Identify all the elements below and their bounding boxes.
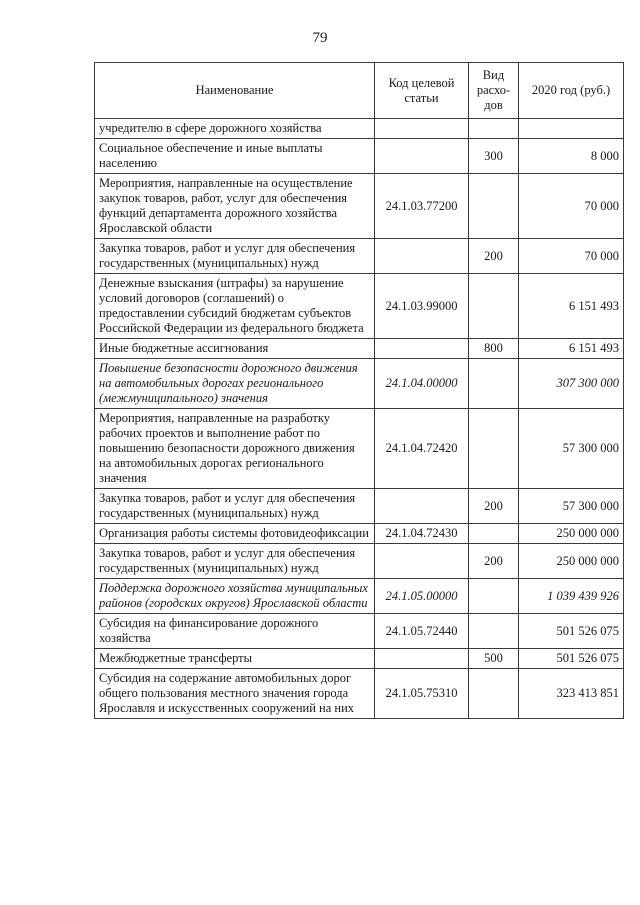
row-type bbox=[469, 669, 519, 719]
row-amount: 70 000 bbox=[519, 174, 624, 239]
row-name: Денежные взыскания (штрафы) за нарушение условий договоров (соглашений) о предоставлении субсидий бюджетам субъектов Российской Федерации из федерального бюджета bbox=[95, 274, 375, 339]
row-name: Закупка товаров, работ и услуг для обеспечения государственных (муниципальных) нужд bbox=[95, 544, 375, 579]
row-type bbox=[469, 409, 519, 489]
row-type: 800 bbox=[469, 339, 519, 359]
row-name: Мероприятия, направленные на разработку рабочих проектов и выполнение работ по повышению безопасности дорожного движения на автомобильных дорогах регионального значения bbox=[95, 409, 375, 489]
table-row bbox=[95, 614, 624, 649]
row-type bbox=[469, 274, 519, 339]
row-amount: 307 300 000 bbox=[519, 359, 624, 409]
row-name: Субсидия на содержание автомобильных дорог общего пользования местного значения города Ярославля и искусственных сооружений на них bbox=[95, 669, 375, 719]
row-amount: 57 300 000 bbox=[519, 489, 624, 524]
table-row bbox=[95, 239, 624, 274]
row-code bbox=[375, 239, 469, 274]
table-row bbox=[95, 274, 624, 339]
row-code: 24.1.05.00000 bbox=[375, 579, 469, 614]
table-row bbox=[95, 489, 624, 524]
row-amount: 501 526 075 bbox=[519, 649, 624, 669]
row-name: Иные бюджетные ассигнования bbox=[95, 339, 375, 359]
table-row bbox=[95, 409, 624, 489]
row-type bbox=[469, 524, 519, 544]
row-type: 300 bbox=[469, 139, 519, 174]
row-code: 24.1.04.72430 bbox=[375, 524, 469, 544]
table-row bbox=[95, 649, 624, 669]
table-row bbox=[95, 174, 624, 239]
row-code bbox=[375, 544, 469, 579]
table-row bbox=[95, 139, 624, 174]
row-amount: 250 000 000 bbox=[519, 544, 624, 579]
header-amount: 2020 год (руб.) bbox=[519, 63, 624, 119]
row-name: Субсидия на финансирование дорожного хозяйства bbox=[95, 614, 375, 649]
row-type bbox=[469, 174, 519, 239]
row-code: 24.1.03.77200 bbox=[375, 174, 469, 239]
row-code: 24.1.05.75310 bbox=[375, 669, 469, 719]
row-name: Межбюджетные трансферты bbox=[95, 649, 375, 669]
row-amount: 6 151 493 bbox=[519, 339, 624, 359]
table-row bbox=[95, 669, 624, 719]
row-code: 24.1.05.72440 bbox=[375, 614, 469, 649]
table-header-row bbox=[95, 63, 624, 119]
row-amount: 8 000 bbox=[519, 139, 624, 174]
row-amount bbox=[519, 119, 624, 139]
row-name: Мероприятия, направленные на осуществление закупок товаров, работ, услуг для обеспечения функций департамента дорожного хозяйства Ярославской области bbox=[95, 174, 375, 239]
row-type: 200 bbox=[469, 239, 519, 274]
row-name: Закупка товаров, работ и услуг для обеспечения государственных (муниципальных) нужд bbox=[95, 489, 375, 524]
header-type: Вид расхо-дов bbox=[469, 63, 519, 119]
row-code bbox=[375, 489, 469, 524]
row-type bbox=[469, 614, 519, 649]
row-name: Поддержка дорожного хозяйства муниципальных районов (городских округов) Ярославской области bbox=[95, 579, 375, 614]
table-row bbox=[95, 544, 624, 579]
row-amount: 57 300 000 bbox=[519, 409, 624, 489]
row-amount: 323 413 851 bbox=[519, 669, 624, 719]
row-type bbox=[469, 119, 519, 139]
row-amount: 70 000 bbox=[519, 239, 624, 274]
row-amount: 6 151 493 bbox=[519, 274, 624, 339]
row-name: учредителю в сфере дорожного хозяйства bbox=[95, 119, 375, 139]
table-row bbox=[95, 359, 624, 409]
header-name: Наименование bbox=[95, 63, 375, 119]
row-amount: 501 526 075 bbox=[519, 614, 624, 649]
header-code: Код целевой статьи bbox=[375, 63, 469, 119]
row-code: 24.1.04.72420 bbox=[375, 409, 469, 489]
table-row bbox=[95, 579, 624, 614]
budget-table bbox=[94, 62, 624, 719]
row-name: Организация работы системы фотовидеофиксации bbox=[95, 524, 375, 544]
row-type: 200 bbox=[469, 544, 519, 579]
row-name: Социальное обеспечение и иные выплаты населению bbox=[95, 139, 375, 174]
row-code bbox=[375, 649, 469, 669]
row-code bbox=[375, 139, 469, 174]
row-amount: 250 000 000 bbox=[519, 524, 624, 544]
row-code bbox=[375, 119, 469, 139]
row-type: 500 bbox=[469, 649, 519, 669]
table-row bbox=[95, 524, 624, 544]
table-row bbox=[95, 339, 624, 359]
row-type bbox=[469, 359, 519, 409]
row-name: Закупка товаров, работ и услуг для обеспечения государственных (муниципальных) нужд bbox=[95, 239, 375, 274]
row-code: 24.1.04.00000 bbox=[375, 359, 469, 409]
table-row bbox=[95, 119, 624, 139]
row-amount: 1 039 439 926 bbox=[519, 579, 624, 614]
row-code bbox=[375, 339, 469, 359]
page-number: 79 bbox=[312, 30, 328, 46]
row-name: Повышение безопасности дорожного движения на автомобильных дорогах регионального (межмуниципального) значения bbox=[95, 359, 375, 409]
row-type: 200 bbox=[469, 489, 519, 524]
row-code: 24.1.03.99000 bbox=[375, 274, 469, 339]
row-type bbox=[469, 579, 519, 614]
